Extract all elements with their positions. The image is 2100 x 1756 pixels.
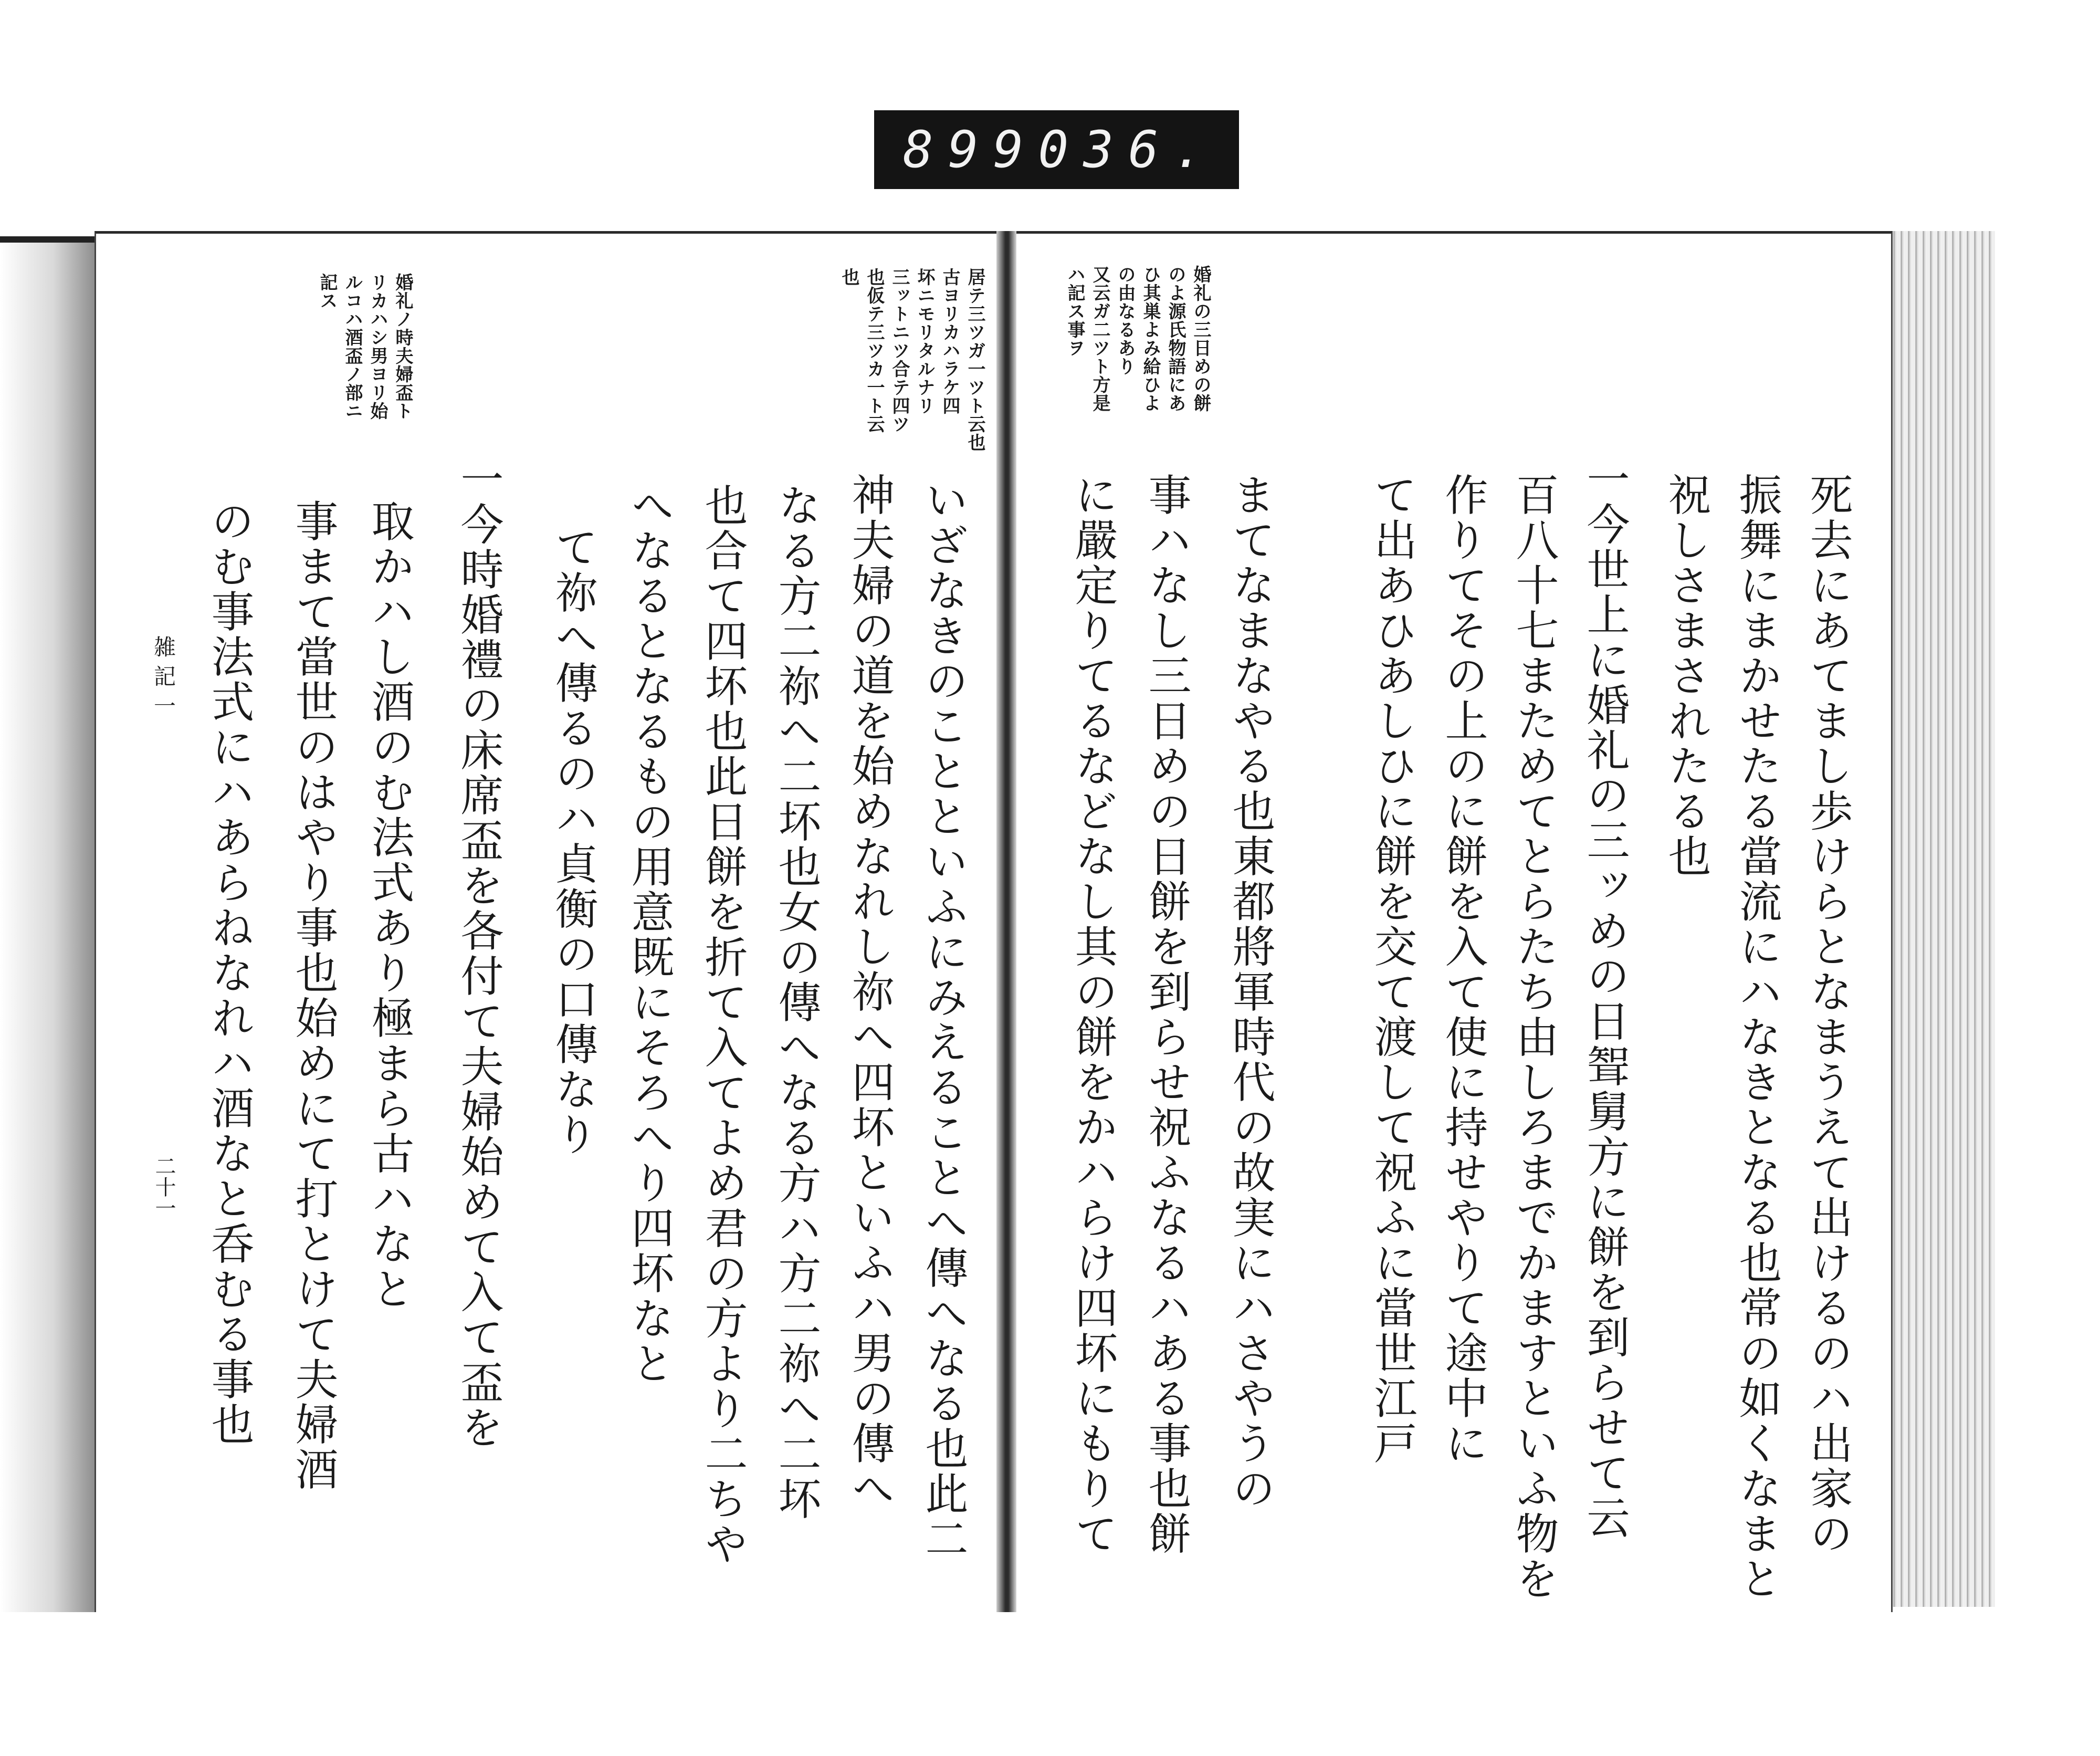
left-page-text-column: いざなきのことといふにみえることへ傳へなる也此二 — [918, 478, 968, 1562]
right-page-note-line: ひ其巣よみ給ひよ — [1140, 265, 1161, 412]
right-page-text-column: 死去にあてまし歩けらとなまうえて出けるのハ出家の — [1803, 473, 1853, 1556]
left-page-text-column: 事まて當世のはやり事也始めにて打とけて夫婦酒 — [288, 499, 338, 1492]
left-page-text-column: て祢へ傳るのハ貞衡の口傳なり — [548, 525, 598, 1157]
left-page-text-column: 取かハし酒のむ法式あり極まら古ハなと — [364, 499, 414, 1312]
running-header: 雑記一 — [151, 635, 176, 724]
left-page-text-column: のむ事法式にハあらねなれハ酒なと呑むる事也 — [204, 499, 254, 1447]
right-page-note-line: のよ源氏物語にあ — [1165, 265, 1186, 412]
left-page-note-line: 也仮テ三ツカ一ト云 — [864, 268, 885, 433]
left-page-note-line: ルコハ酒盃ノ部ニ — [342, 273, 363, 420]
book-gutter — [996, 231, 1016, 1612]
left-page-note-line: 居テ三ツガ一ツト云也 — [964, 268, 985, 452]
frame-number-left: 899 — [903, 120, 1038, 179]
left-page-text-column: へなるとなるもの用意既にそろへり四坏なと — [624, 483, 674, 1386]
left-page-text-column: 一今時婚禮の床席盃を各付て夫婦始めて入て盃を — [454, 457, 503, 1450]
right-page-text-column: 百八十七まためてとらたち由しろまでかますといふ物を — [1509, 473, 1559, 1602]
right-page-note-line: 婚礼の三日めの餅 — [1190, 265, 1211, 412]
left-page-note-line: 記ス — [317, 273, 338, 310]
right-page-text-column: 作りてその上のに餅を入て使に持せやりて途中に — [1438, 473, 1488, 1466]
page-number: 二十一 — [152, 1155, 176, 1218]
right-page-text-column: 一今世上に婚礼の三ッめの日聟舅方に餅を到らせて云 — [1580, 457, 1630, 1541]
right-page-note-line: 又云ガ二ツト方是 — [1089, 265, 1110, 412]
left-page-text-column: 也合て四坏也此日餅を折て入てよめ君の方より二ちや — [698, 483, 748, 1567]
left-page-note-line: 也 — [838, 268, 859, 286]
left-page-note-line: 坏ニモリタルナリ — [914, 268, 935, 415]
left-page-note-line: 婚礼ノ時夫婦盃ト — [392, 273, 413, 420]
microfilm-frame-label — [874, 110, 1239, 189]
left-page-text-column: 神夫婦の道を始めなれし祢へ四坏といふハ男の傳へ — [845, 473, 895, 1511]
book-edge-right — [1890, 231, 1995, 1607]
right-page-text-column: 振舞にまかせたる當流にハなきとなる也常の如くなまと — [1732, 473, 1782, 1602]
left-page-text-column: なる方二祢へ二坏也女の傳へなる方ハ方二祢へ二坏 — [771, 483, 821, 1522]
frame-number-right: 036. — [1038, 120, 1219, 179]
left-page-note-line: 三ットニツ合テ四ツ — [889, 268, 910, 433]
right-page-text-column: て出あひあしひに餅を交て渡して祝ふに當世江戸 — [1367, 473, 1417, 1466]
right-page-text-column: に嚴定りてるなどなし其の餅をかハらけ四坏にもりて — [1068, 473, 1118, 1556]
right-page-text-column: まてなまなやる也東都將軍時代の故実にハさやうの — [1225, 473, 1275, 1511]
right-page-note-line: ハ記ス事ヲ — [1064, 265, 1085, 357]
left-page-note-line: 古ヨリカハラケ四 — [939, 268, 960, 415]
left-page-note-line: リカハシ男ヨリ始 — [367, 273, 388, 420]
right-page-text-column: 事ハなし三日めの日餅を到らせ祝ふなるハある事也餅 — [1141, 473, 1191, 1556]
right-page-text-column: 祝しさまされたる也 — [1661, 473, 1711, 879]
book-edge-left — [0, 236, 97, 1612]
right-page-note-line: の由なるあり — [1115, 265, 1136, 375]
